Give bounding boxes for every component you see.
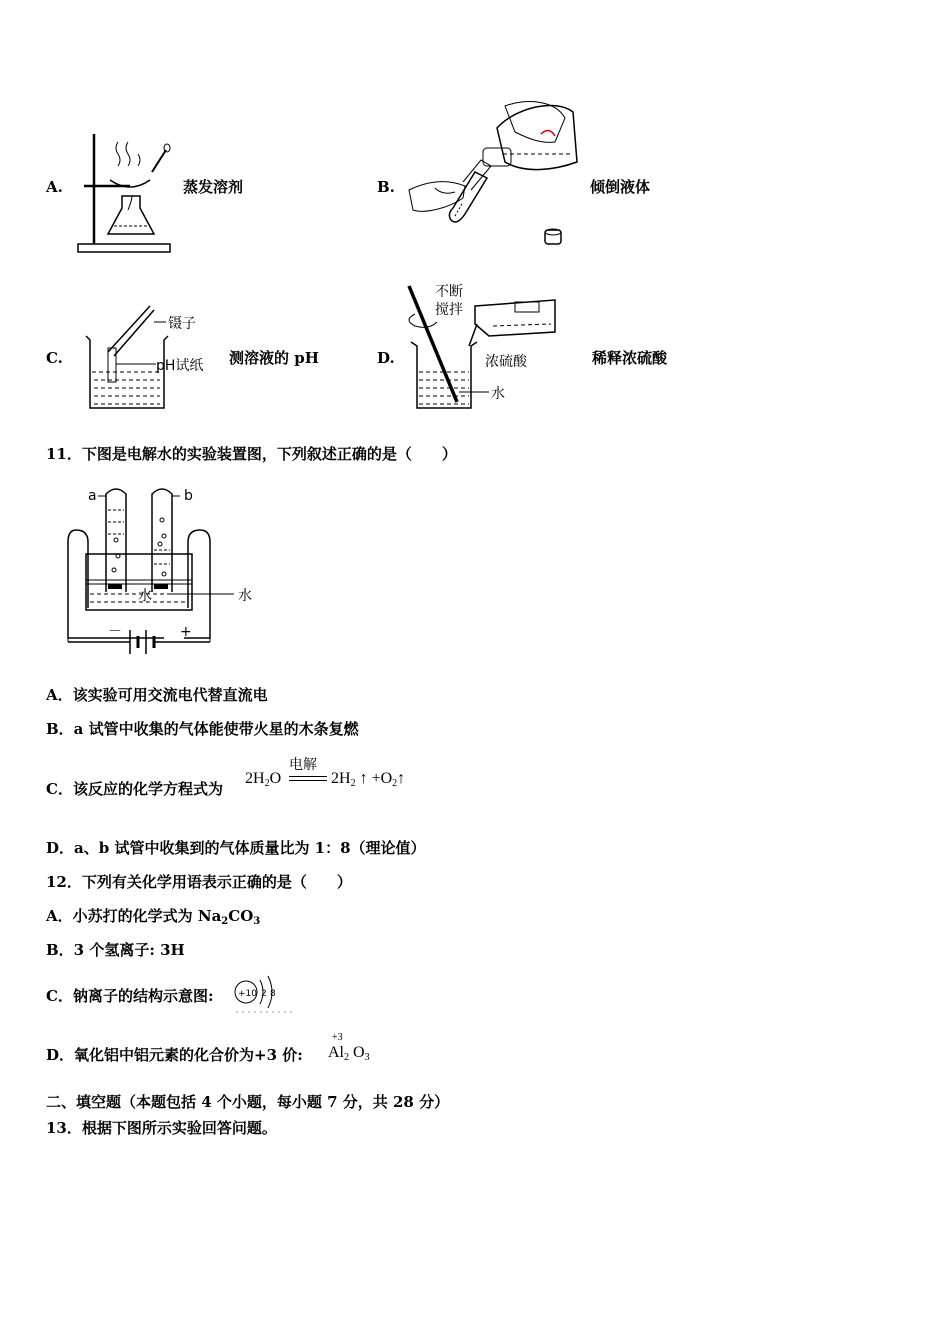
minus-sign: － [108, 624, 122, 640]
stir-tag-2: 搅拌 [435, 302, 463, 318]
dilute-acid-figure [405, 280, 575, 415]
stir-tag-1: 不断 [435, 284, 463, 300]
acid-tag: 浓硫酸 [485, 354, 527, 370]
plus-sign: + [180, 624, 192, 640]
inner-water-label: 水 [138, 588, 152, 604]
q11-stem: 11．下图是电解水的实验装置图，下列叙述正确的是（ ） [46, 445, 457, 463]
water-tag: 水 [491, 386, 505, 402]
nucleus-charge: +10 [238, 989, 257, 999]
tube-b-label: b [184, 488, 193, 504]
pouring-liquid-figure [405, 98, 585, 253]
ph-paper-tag: pH试纸 [156, 358, 204, 374]
q12-option-c: C．钠离子的结构示意图: [46, 987, 214, 1005]
option-b-letter: B. [377, 178, 395, 196]
option-a-letter: A. [46, 178, 63, 196]
q12-option-b: B．3 个氢离子: 3H [46, 941, 185, 959]
q12-option-d: D．氧化铝中铝元素的化合价为+3 价: [46, 1046, 303, 1064]
ph-test-figure [74, 300, 219, 415]
sodium-ion-diagram [232, 972, 296, 1016]
option-c-label: 测溶液的 pH [229, 349, 319, 367]
valence-mark: +3 [332, 1032, 343, 1043]
shell-1-count: 2 [261, 989, 267, 999]
evaporation-figure [70, 130, 180, 255]
q11-option-b: B．a 试管中收集的气体能使带火星的木条复燃 [46, 720, 359, 738]
alumina-formula [328, 1032, 388, 1068]
eq-double-line [289, 776, 327, 781]
water-label: 水 [238, 588, 252, 604]
formula-text: $Al_2$ $O_3$ [328, 1044, 370, 1063]
option-d-label: 稀释浓硫酸 [592, 349, 668, 367]
q11-option-d: D．a、b 试管中收集到的气体质量比为 1：8（理论值） [46, 839, 426, 857]
eq-products: $2H_2$ ↑ $+O_2↑$ [331, 770, 406, 789]
shell-2-count: 8 [270, 989, 276, 999]
electrolysis-equation [245, 752, 445, 796]
q12-stem: 12．下列有关化学用语表示正确的是（ ） [46, 873, 352, 891]
q11-option-a: A．该实验可用交流电代替直流电 [46, 686, 268, 704]
q12-option-a: A．小苏打的化学式为 $Na_2CO_3$ [46, 907, 261, 927]
eq-condition: 电解 [289, 757, 317, 773]
section-2-heading: 二、填空题（本题包括 4 个小题，每小题 7 分，共 28 分） [46, 1093, 450, 1111]
eq-reactant: $2H_2O$ [245, 770, 282, 789]
q11-option-c: C．该反应的化学方程式为 [46, 780, 223, 798]
q13-stem: 13．根据下图所示实验回答问题。 [46, 1119, 277, 1137]
tweezers-tag: 镊子 [168, 316, 196, 332]
option-b-label: 倾倒液体 [590, 178, 651, 196]
option-d-letter: D. [377, 349, 395, 367]
electrolysis-figure [64, 480, 264, 665]
option-a-label: 蒸发溶剂 [183, 178, 244, 196]
option-c-letter: C. [46, 349, 63, 367]
tube-a-label: a [88, 488, 97, 504]
